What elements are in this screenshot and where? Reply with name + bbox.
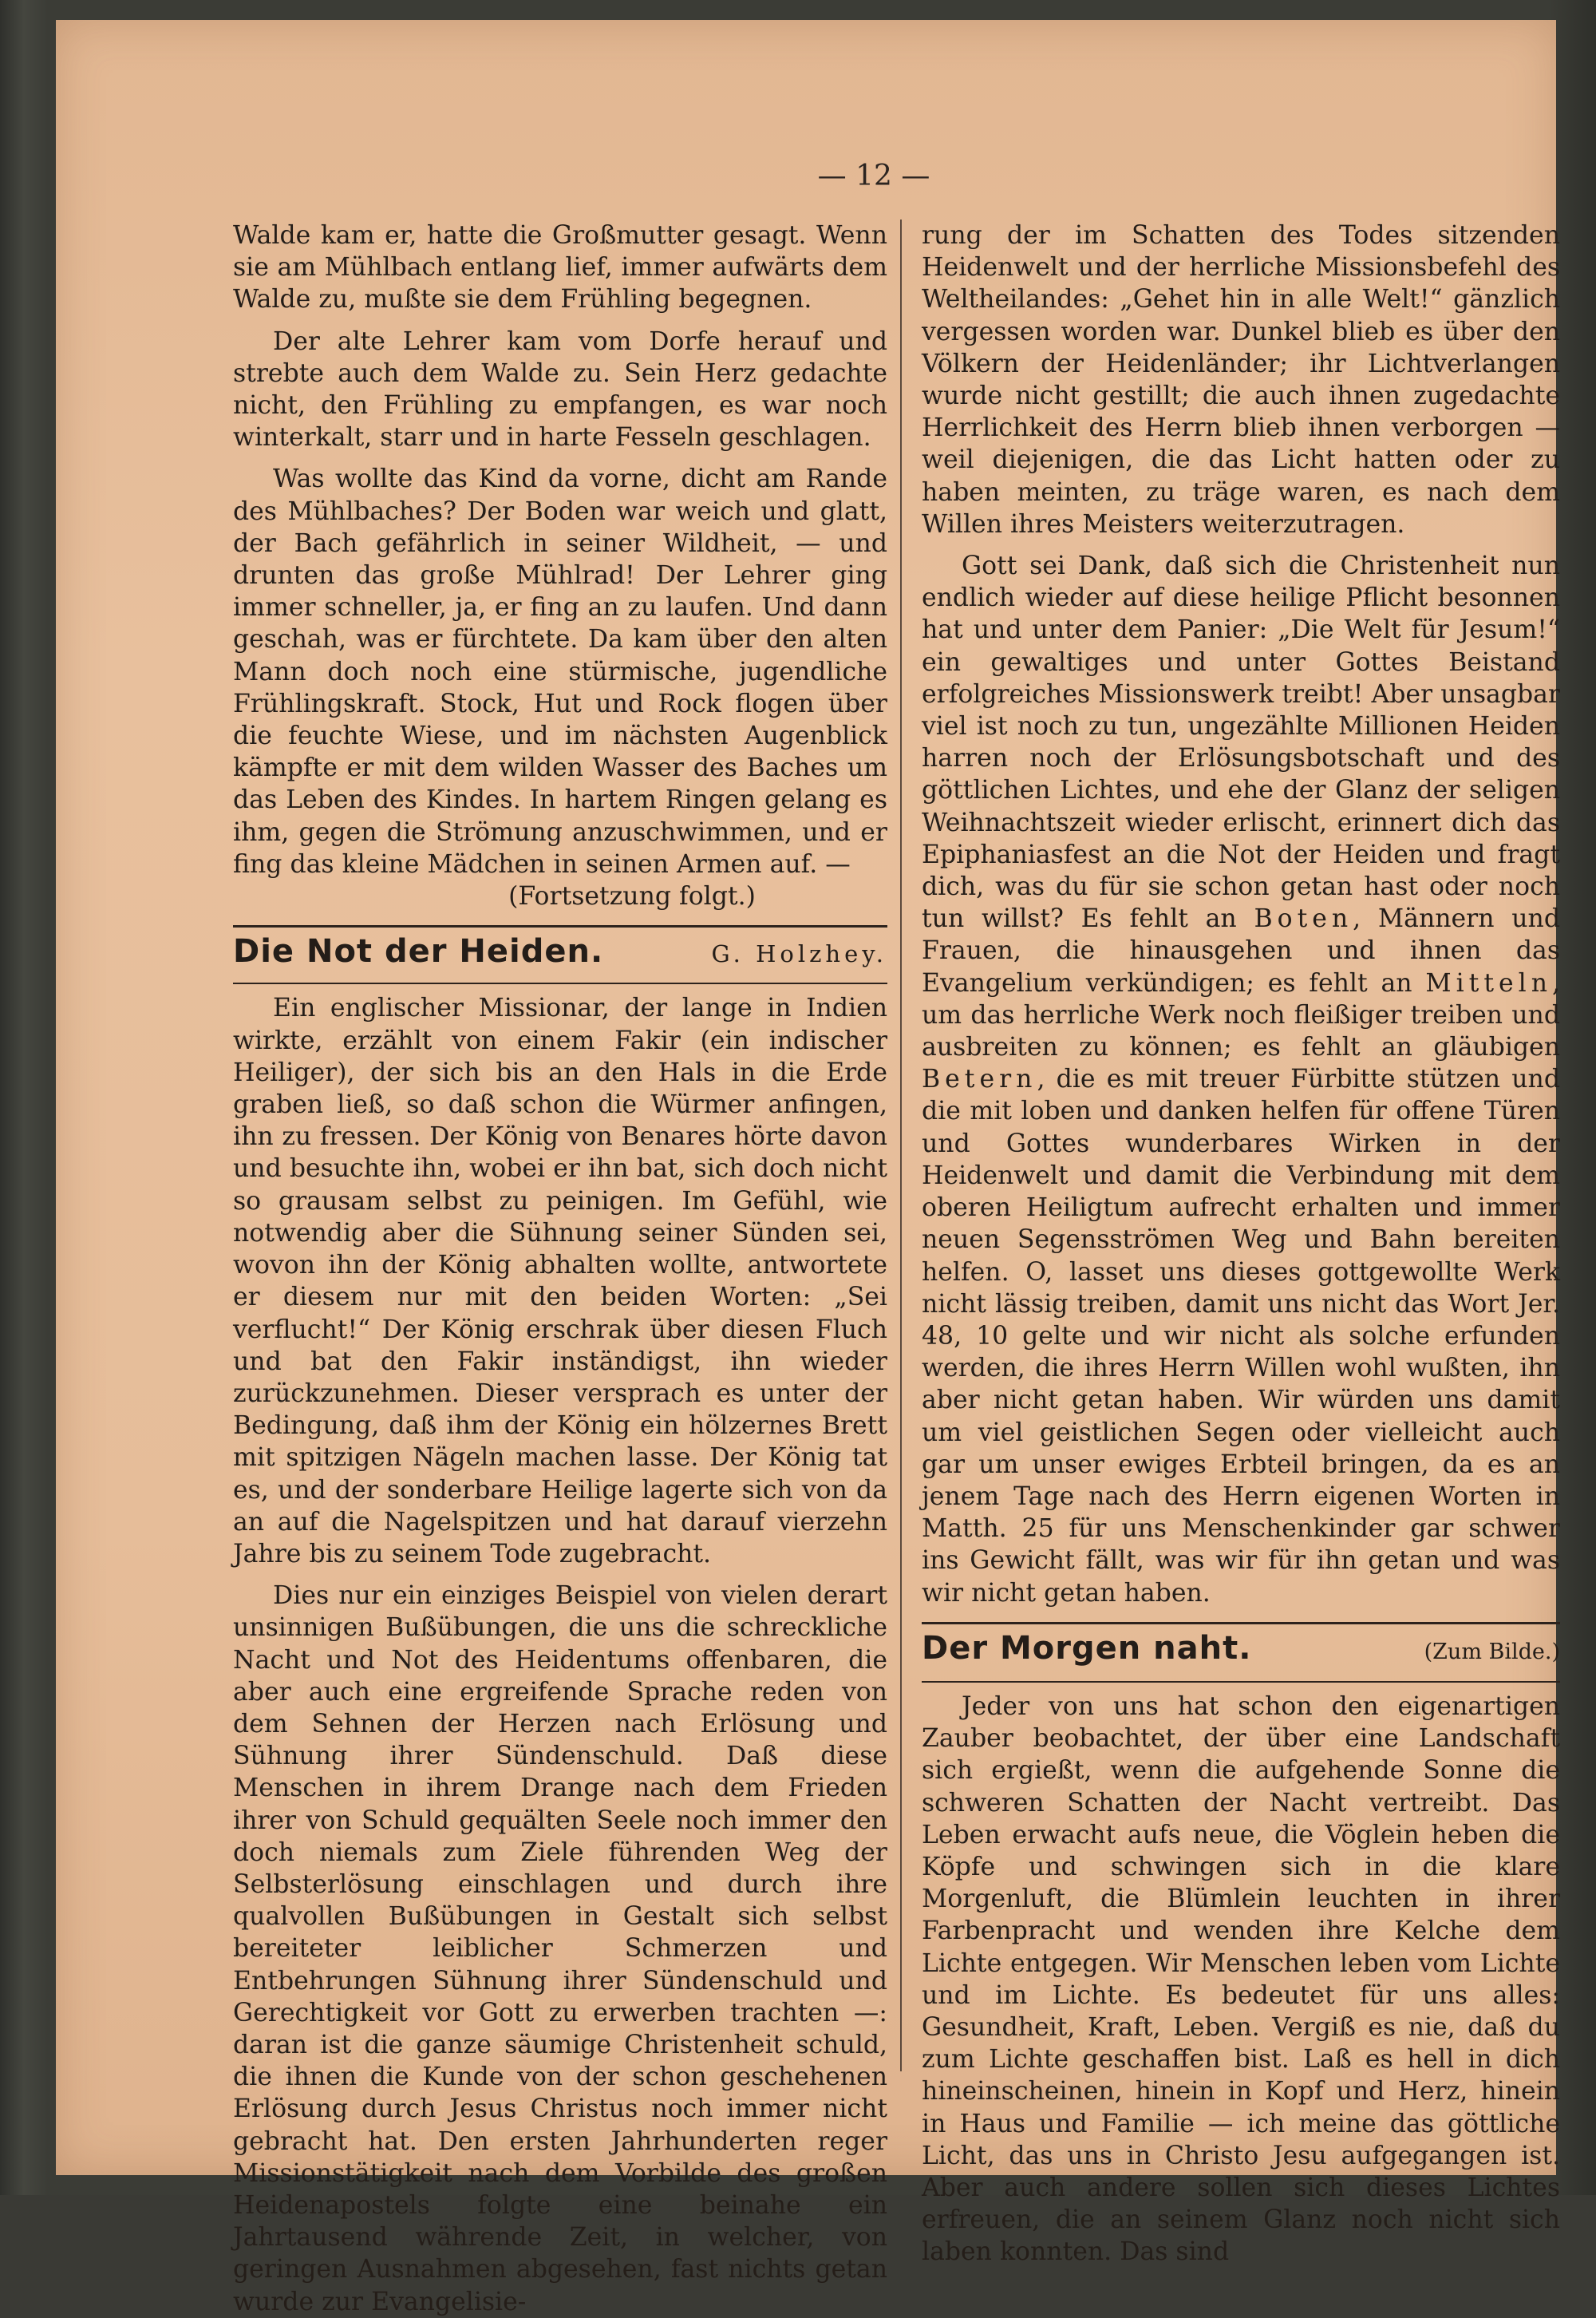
section-divider: [922, 1622, 1560, 1624]
emphasis-mitteln: Mitteln: [1425, 968, 1552, 998]
continuation-note: (Fortsetzung folgt.): [508, 882, 756, 912]
article-paragraph: Jeder von uns hat schon den eigenartigen Zauber beobachtet, der über eine Landschaft sich ergießt, wenn die aufgehende Sonne die schweren Schatten der Nacht vertreibt. Das Leben erwacht aufs neue, die Vöglein heben die Köpfe und schwingen sich in die klare Morgenluft, die Blümlein leuchten in ihrer Farbenpracht und wenden ihre Kelche dem Lichte entgegen. Wir Menschen leben vom Lichte und im Lichte. Es bedeutet für uns alles: Gesundheit, Kraft, Leben. Vergiß es nie, daß du zum Lichte geschaffen bist. Laß es hell in dich hineinscheinen, hinein in Kopf und Herz, hinein in Haus und Familie — ich meine das göttliche Licht, das uns in Christo Jesu aufgegangen ist. Aber auch andere sollen sich dieses Lichtes erfreuen, die an seinem Glanz noch nicht sich laben konnten. Das sind: [922, 1691, 1560, 2267]
article-header: [233, 933, 887, 971]
story-paragraph: Was wollte das Kind da vorne, dicht am Rande des Mühlbaches? Der Boden war weich und glatt, der Bach gefährlich in seiner Wildheit, — und drunten das große Mühlrad! Der Lehrer ging immer schneller, ja, er fing an zu laufen. Und dann geschah, was er fürchtete. Da kam über den alten Mann doch noch eine stürmische, jugendliche Frühlingskraft. Stock, Hut und Rock flogen über die feuchte Wiese, und im nächsten Augenblick kämpfte er mit dem wilden Wasser des Baches um das Leben des Kindes. In hartem Ringen gelang es ihm, gegen die Strömung anzuschwimmen, und er fing das kleine Mädchen in seinen Armen auf. —: [233, 465, 887, 879]
emphasis-boten: Boten: [1254, 904, 1353, 934]
story-paragraph: Der alte Lehrer kam vom Dorfe herauf und strebte auch dem Walde zu. Sein Herz gedachte nicht, den Frühling zu empfangen, es war noch winterkalt, starr und in harte Fesseln geschlagen.: [233, 326, 887, 453]
emphasis-betern: Betern: [922, 1065, 1037, 1094]
article-author: G. Holzhey.: [711, 940, 887, 968]
article-title: Der Morgen naht.: [922, 1629, 1252, 1667]
column-divider: [900, 220, 902, 2071]
article-title: Die Not der Heiden.: [233, 933, 604, 971]
section-divider: [922, 1681, 1560, 1683]
article-note: (Zum Bilde.): [1424, 1639, 1560, 1664]
page-number: — 12 —: [817, 160, 930, 192]
article-paragraph: Ein englischer Missionar, der lange in Indien wirkte, erzählt von einem Fakir (ein indischer Heiliger), der sich bis an den Hals in die Erde graben ließ, so daß schon die Würmer anfingen, ihn zu fressen. Der König von Benares hörte davon und besuchte ihn, wobei er ihn bat, sich doch nicht so grausam selbst zu peinigen. Im Gefühl, wie notwendig aber die Sühnung seiner Sünden sei, wovon ihn der König abhalten wollte, antwortete er diesem nur mit den beiden Worten: „Sei verflucht!“ Der König erschrak über diesen Fluch und bat den Fakir inständigst, ihn wieder zurückzunehmen. Dieser versprach es unter der Bedingung, daß ihm der König ein hölzernes Brett mit spitzigen Nägeln machen lasse. Der König tat es, und der sonderbare Heilige lagerte sich von da an auf die Nagelspitzen und hat darauf vierzehn Jahre bis zu seinem Tode zugebracht.: [233, 994, 887, 1568]
section-divider: [233, 925, 887, 928]
article-paragraph: Gott sei Dank, daß sich die Christenheit nun endlich wieder auf diese heilige Pflicht besonnen hat und unter dem Panier: „Die Welt für Jesum!“ ein gewaltiges und unter Gottes Beistand erfolgreiches Missionswerk treibt! Aber unsagbar viel ist noch zu tun, ungezählte Millionen Heiden harren noch der Erlösungsbotschaft und des göttlichen Lichtes, und ehe der Glanz der seligen Weihnachtszeit wieder erlischt, erinnert dich das Epiphaniasfest an die Not der Heiden und fragt dich, was du für sie schon getan hast oder noch tun willst? Es fehlt an Boten, Männern und Frauen, die hinausgehen und ihnen das Evangelium verkündigen; es fehlt an Mitteln, um das herrliche Werk noch fleißiger treiben und ausbreiten zu können; es fehlt an gläubigen Betern, die es mit treuer Fürbitte stützen und die mit loben und danken helfen für offene Türen und Gottes wunderbares Wirken in der Heidenwelt und damit die Verbindung mit dem oberen Heiligtum aufrecht erhalten und immer neuen Segensströmen Weg und Bahn bereiten helfen. O, lasset uns dieses gottgewollte Werk nicht lässig treiben, damit uns nicht das Wort Jer. 48, 10 gelte und wir nicht als solche erfunden werden, die ihres Herrn Willen wohl wußten, ihn aber nicht getan haben. Wir würden uns damit um viel geistlichen Segen oder vielleicht auch gar um unser ewiges Erbteil bringen, da es an jenem Tage nach des Herrn eigenen Worten in Matth. 25 für uns Menschenkinder gar schwer ins Gewicht fällt, was wir für ihn getan und was wir nicht getan haben.: [922, 552, 1561, 1608]
section-divider: [233, 983, 887, 984]
article-paragraph: Dies nur ein einziges Beispiel von vielen derart unsinnigen Bußübungen, die uns die schreckliche Nacht und Not des Heidentums offenbaren, die aber auch eine ergreifende Sprache reden von dem Sehnen der Herzen nach Erlösung und Sühnung ihrer Sündenschuld. Daß diese Menschen in ihrem Drange nach dem Frieden ihrer von Schuld gequälten Seele noch immer den doch niemals zum Ziele führenden Weg der Selbsterlösung einschlagen und durch ihre qualvollen Bußübungen in Gestalt sich selbst bereiteter leiblicher Schmerzen und Entbehrungen Sühnung ihrer Sündenschuld und Gerechtigkeit vor Gott zu erwerben trachten —: daran ist die ganze säumige Christenheit schuld, die ihnen die Kunde von der schon geschehenen Erlösung durch Jesus Christus noch immer nicht gebracht hat. Den ersten Jahrhunderten reger Missionstätigkeit nach dem Vorbilde des großen Heidenapostels folgte eine beinahe ein Jahrtausend währende Zeit, in welcher, von geringen Ausnahmen abgesehen, fast nichts getan wurde zur Evangelisie-: [233, 1581, 887, 2316]
document-page: [56, 20, 1561, 2316]
article-header: [922, 1629, 1560, 1668]
right-column: [922, 220, 1560, 2269]
article-continuation: rung der im Schatten des Todes sitzenden Heidenwelt und der herrliche Missionsbefehl des Weltheilandes: „Gehet hin in alle Welt!“ gänzlich vergessen worden war. Dunkel blieb es über den Völkern der Heidenländer; ihr Lichtverlangen wurde nicht gestillt; die auch ihnen zugedachte Herrlichkeit des Herrn blieb ihnen verborgen — weil diejenigen, die das Licht hatten oder zu haben meinten, zu träge waren, es nach dem Willen ihres Meisters weiterzutragen.: [922, 221, 1560, 539]
left-column: [233, 220, 887, 2318]
story-continuation: Walde kam er, hatte die Großmutter gesagt. Wenn sie am Mühlbach entlang lief, immer aufwärts dem Walde zu, mußte sie dem Frühling begegnen.: [233, 221, 887, 314]
